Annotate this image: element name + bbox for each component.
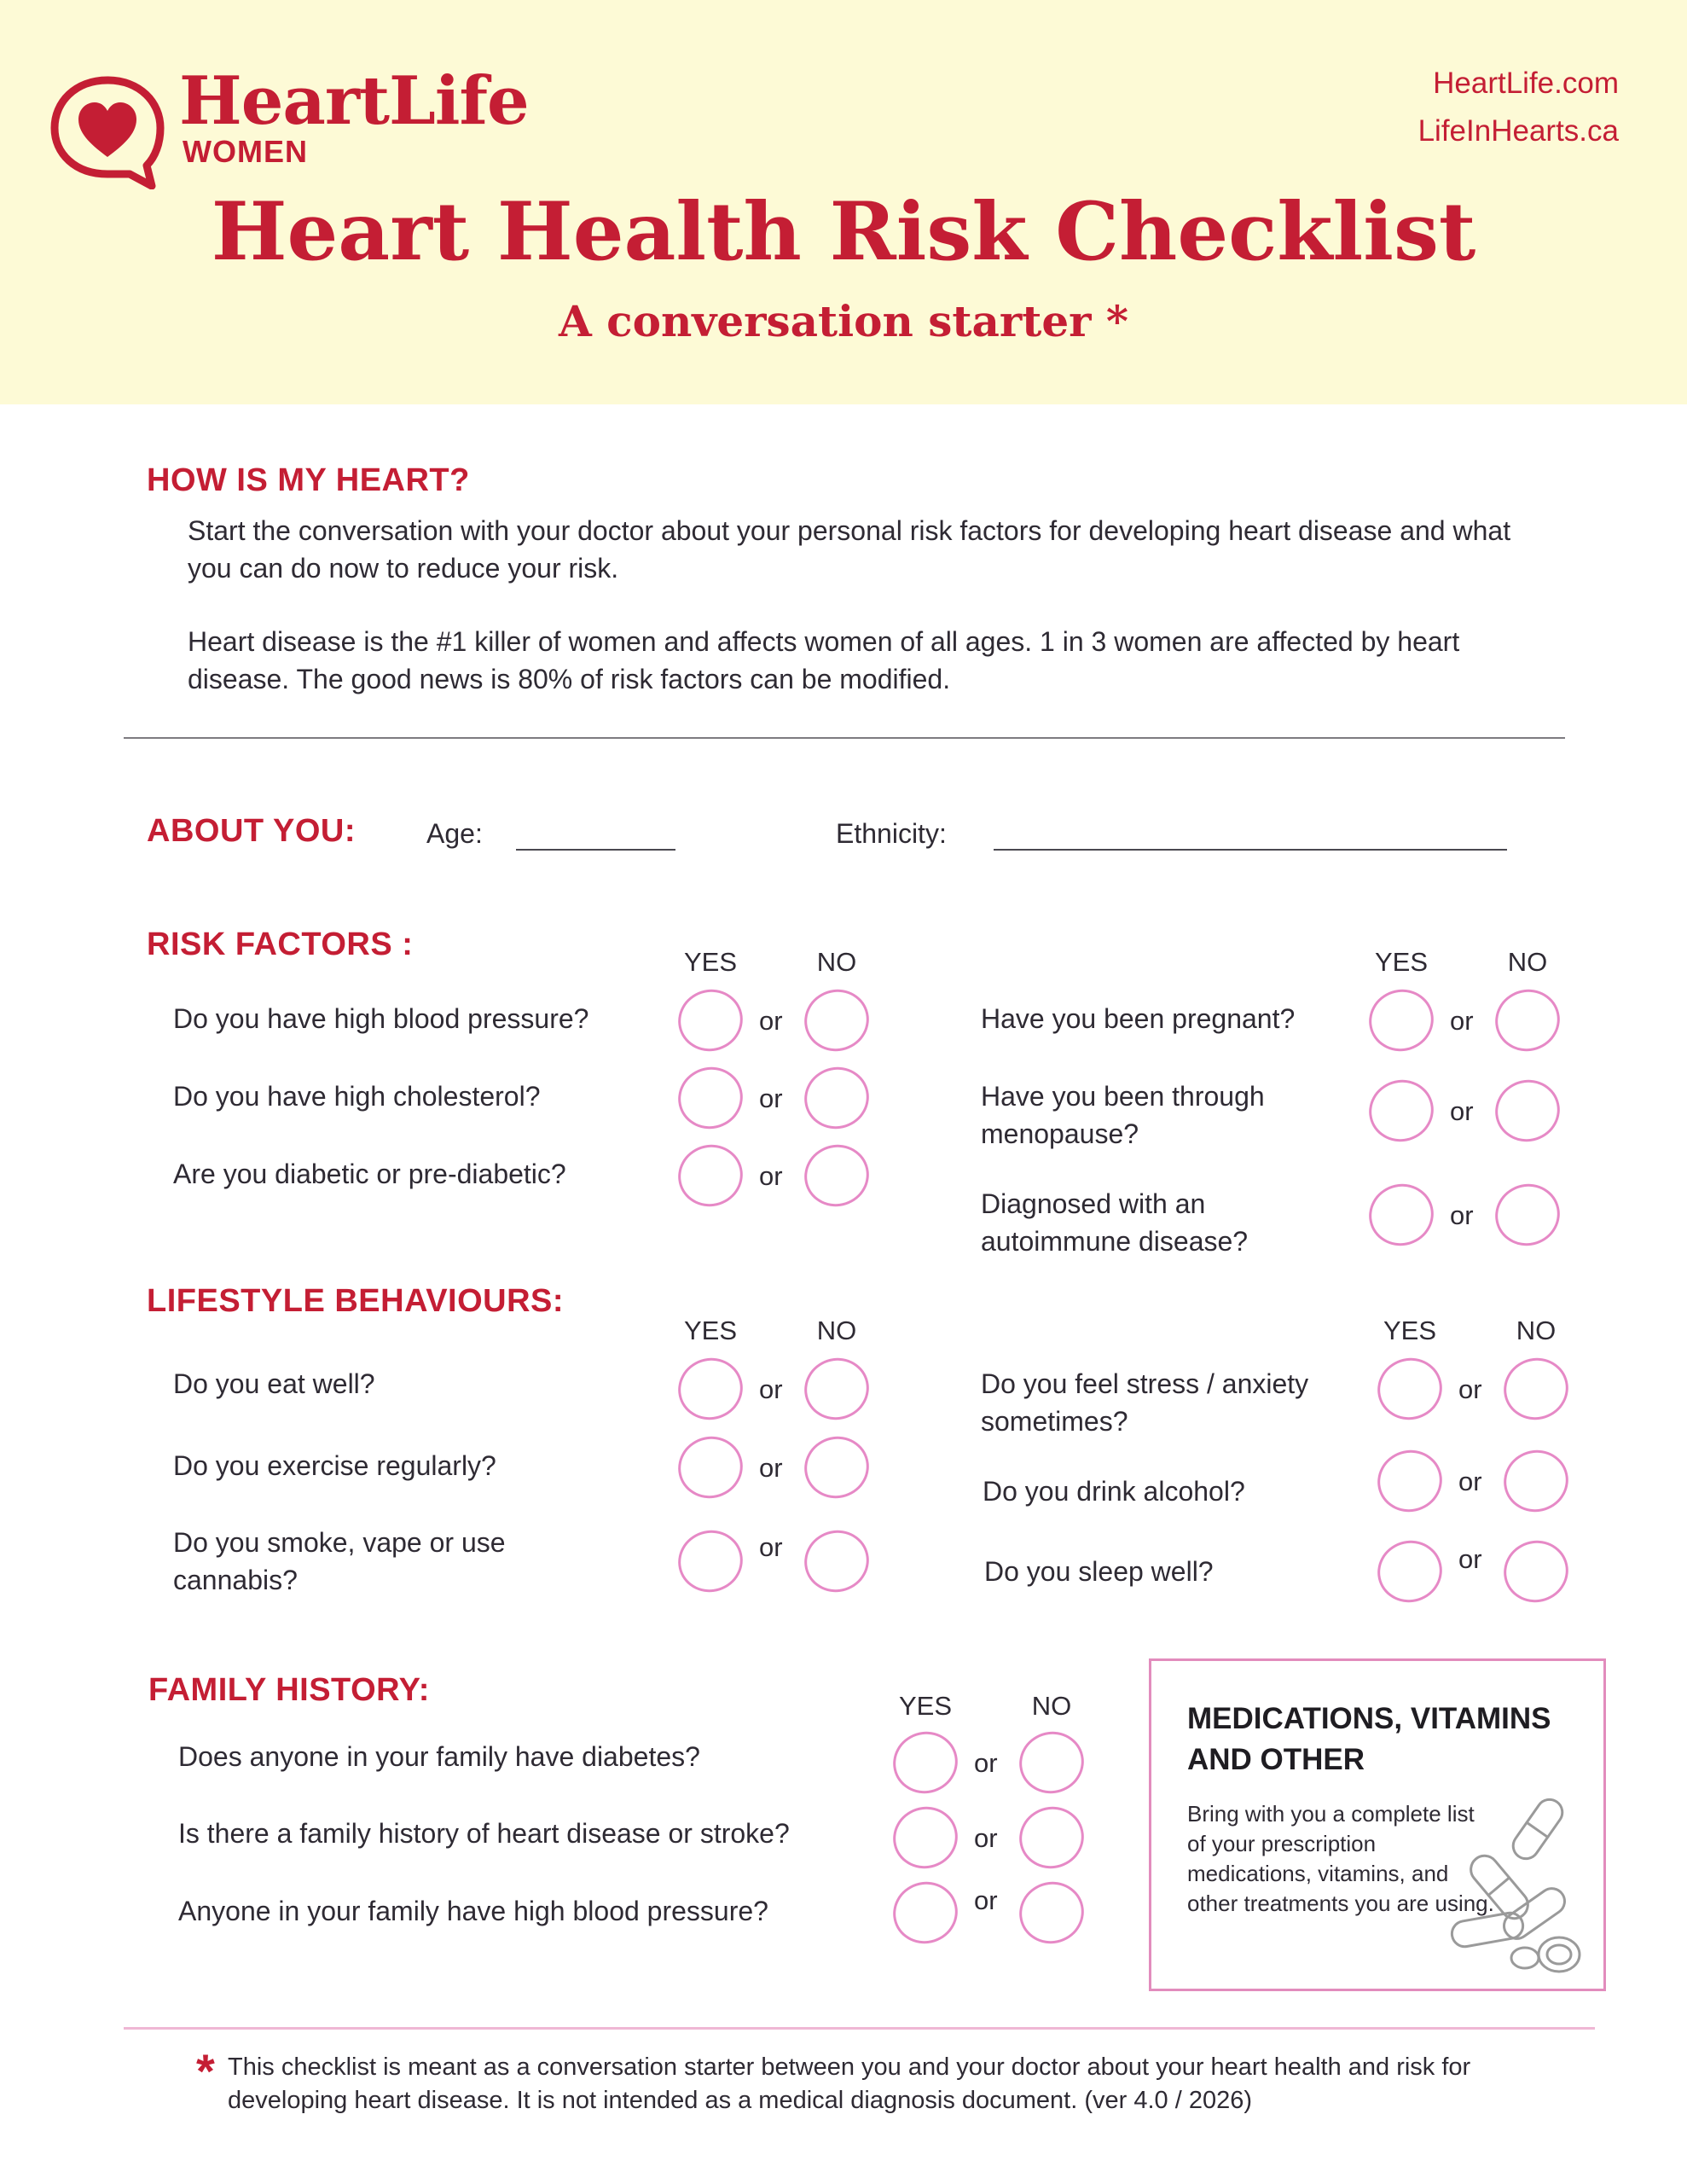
- about-heading: ABOUT YOU:: [147, 813, 356, 849]
- or-label: or: [759, 1453, 783, 1483]
- yes-checkbox[interactable]: [670, 1136, 751, 1215]
- question-label: Anyone in your family have high blood pressure?: [178, 1896, 768, 1926]
- no-header: NO: [816, 947, 857, 977]
- no-checkbox[interactable]: [797, 1522, 878, 1600]
- brand-sub: WOMEN: [183, 134, 308, 169]
- yes-checkbox[interactable]: [1370, 1442, 1451, 1520]
- or-label: or: [974, 1748, 998, 1778]
- medications-box: [1149, 1658, 1606, 1991]
- or-label: or: [759, 1083, 783, 1113]
- yes-checkbox[interactable]: [670, 981, 751, 1060]
- question-label: Do you feel stress / anxiety sometimes?: [981, 1368, 1309, 1437]
- question-label: Does anyone in your family have diabetes?: [178, 1741, 700, 1772]
- yes-checkbox[interactable]: [885, 1723, 966, 1802]
- no-checkbox[interactable]: [1496, 1442, 1577, 1520]
- or-label: or: [1458, 1544, 1482, 1574]
- yes-checkbox[interactable]: [885, 1873, 966, 1952]
- yes-checkbox[interactable]: [885, 1798, 966, 1877]
- no-checkbox[interactable]: [1012, 1873, 1093, 1952]
- family-history-heading: FAMILY HISTORY:: [148, 1672, 430, 1708]
- footer-disclaimer: This checklist is meant as a conversation starter between you and your doctor about your heart health and risk for developing heart disease. It is not intended as a medical diagnosis document. (ver 4.0 / 2026): [228, 2053, 1471, 2114]
- medications-text: Bring with you a complete list of your prescription medications, vitamins, and other treatments you are using.: [1187, 1801, 1494, 1916]
- no-header: NO: [1031, 1691, 1072, 1721]
- no-checkbox[interactable]: [1487, 1072, 1568, 1150]
- or-label: or: [759, 1532, 783, 1562]
- medications-title: MEDICATIONS, VITAMINS AND OTHER: [1187, 1702, 1551, 1776]
- question-label: Have you been pregnant?: [981, 1003, 1296, 1034]
- no-header: NO: [816, 1316, 857, 1345]
- question-label: Do you have high blood pressure?: [173, 1003, 589, 1034]
- no-checkbox[interactable]: [1012, 1723, 1093, 1802]
- intro-paragraph-1: Start the conversation with your doctor about your personal risk factors for developing heart disease and what you can do now to reduce your risk.: [188, 515, 1511, 584]
- question-label: Do you smoke, vape or use cannabis?: [173, 1527, 506, 1595]
- intro-heading: HOW IS MY HEART?: [147, 462, 470, 498]
- no-checkbox[interactable]: [797, 1350, 878, 1428]
- no-header: NO: [1516, 1316, 1557, 1345]
- or-label: or: [1458, 1467, 1482, 1496]
- footer-divider: [124, 2027, 1595, 2030]
- or-label: or: [759, 1374, 783, 1404]
- lifestyle-heading: LIFESTYLE BEHAVIOURS:: [147, 1283, 565, 1319]
- page-title: Heart Health Risk Checklist: [211, 185, 1476, 279]
- question-label: Diagnosed with an autoimmune disease?: [981, 1188, 1249, 1257]
- yes-header: YES: [683, 947, 738, 977]
- ethnicity-label: Ethnicity:: [836, 818, 947, 849]
- yes-checkbox[interactable]: [670, 1522, 751, 1600]
- yes-checkbox[interactable]: [670, 1350, 751, 1428]
- yes-header: YES: [1374, 947, 1429, 977]
- or-label: or: [1450, 1096, 1474, 1126]
- or-label: or: [974, 1823, 998, 1853]
- yes-checkbox[interactable]: [1361, 981, 1442, 1060]
- yes-header: YES: [898, 1691, 953, 1721]
- no-checkbox[interactable]: [797, 1428, 878, 1507]
- question-label: Are you diabetic or pre-diabetic?: [173, 1159, 566, 1189]
- url-lifeinhearts[interactable]: LifeInHearts.ca: [1417, 114, 1619, 148]
- yes-header: YES: [1383, 1316, 1437, 1345]
- no-checkbox[interactable]: [1487, 981, 1568, 1060]
- or-label: or: [1450, 1200, 1474, 1230]
- question-label: Is there a family history of heart disease or stroke?: [178, 1818, 790, 1849]
- question-label: Do you sleep well?: [984, 1556, 1214, 1587]
- pills-icon: [1436, 1789, 1598, 1977]
- no-checkbox[interactable]: [797, 1136, 878, 1215]
- ethnicity-field[interactable]: [994, 849, 1507, 851]
- yes-checkbox[interactable]: [670, 1059, 751, 1137]
- or-label: or: [759, 1161, 783, 1191]
- question-label: Have you been through menopause?: [981, 1081, 1265, 1149]
- heart-speech-bubble-icon: [48, 73, 167, 189]
- no-header: NO: [1507, 947, 1548, 977]
- yes-header: YES: [683, 1316, 738, 1345]
- or-label: or: [1450, 1006, 1474, 1036]
- brand-name: HeartLife: [179, 62, 529, 140]
- url-heartlife[interactable]: HeartLife.com: [1433, 67, 1619, 100]
- yes-checkbox[interactable]: [1370, 1532, 1451, 1611]
- no-checkbox[interactable]: [1487, 1176, 1568, 1254]
- page-subtitle: A conversation starter *: [558, 296, 1129, 346]
- or-label: or: [759, 1006, 783, 1036]
- yes-checkbox[interactable]: [1361, 1072, 1442, 1150]
- no-checkbox[interactable]: [1496, 1532, 1577, 1611]
- question-label: Do you eat well?: [173, 1368, 375, 1399]
- or-label: or: [974, 1885, 998, 1915]
- yes-checkbox[interactable]: [670, 1428, 751, 1507]
- intro-paragraph-2: Heart disease is the #1 killer of women and affects women of all ages. 1 in 3 women are affected by heart disease. The good news is 80% of risk factors can be modified.: [188, 626, 1460, 694]
- age-label: Age:: [426, 818, 483, 849]
- asterisk-icon: *: [196, 2044, 215, 2098]
- heartlife-logo[interactable]: [48, 73, 167, 189]
- question-label: Do you exercise regularly?: [173, 1450, 496, 1481]
- age-field[interactable]: [516, 849, 675, 851]
- question-label: Do you drink alcohol?: [983, 1476, 1245, 1507]
- or-label: or: [1458, 1374, 1482, 1404]
- risk-factors-heading: RISK FACTORS :: [147, 926, 414, 962]
- no-checkbox[interactable]: [797, 981, 878, 1060]
- yes-checkbox[interactable]: [1361, 1176, 1442, 1254]
- question-label: Do you have high cholesterol?: [173, 1081, 541, 1112]
- yes-checkbox[interactable]: [1370, 1350, 1451, 1428]
- divider: [124, 737, 1565, 739]
- no-checkbox[interactable]: [1012, 1798, 1093, 1877]
- no-checkbox[interactable]: [797, 1059, 878, 1137]
- no-checkbox[interactable]: [1496, 1350, 1577, 1428]
